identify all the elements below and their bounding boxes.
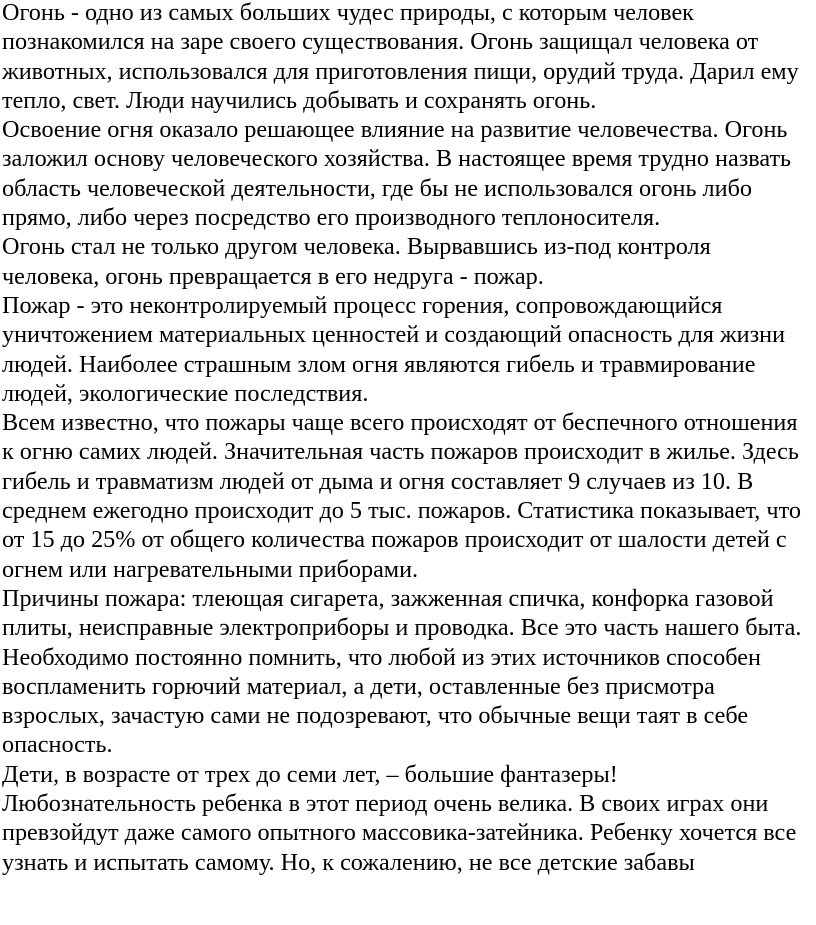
text-line: людей, экологические последствия. [2, 379, 369, 407]
text-line: Любознательность ребенка в этот период очень велика. В своих играх они [2, 790, 769, 818]
text-line: уничтожением материальных ценностей и создающий опасность для жизни [2, 321, 786, 349]
text-line: познакомился на заре своего существования. Огонь защищал человека от [2, 28, 759, 56]
text-line: превзойдут даже самого опытного массовика-затейника. Ребенку хочется все [2, 819, 797, 847]
text-line: тепло, свет. Люди научились добывать и сохранять огонь. [2, 86, 597, 114]
text-line: Огонь - одно из самых больших чудес природы, с которым человек [2, 0, 694, 26]
text-line: плиты, неисправные электроприборы и проводка. Все это часть нашего быта. [2, 614, 802, 642]
text-line: прямо, либо через посредство его производного теплоносителя. [2, 204, 661, 232]
text-line: к огню самих людей. Значительная часть пожаров происходит в жилье. Здесь [2, 438, 799, 466]
text-line: область человеческой деятельности, где бы не использовался огонь либо [2, 174, 752, 202]
text-line: Дети, в возрасте от трех до семи лет, – большие фантазеры! [2, 760, 618, 788]
text-line: Пожар - это неконтролируемый процесс горения, сопровождающийся [2, 291, 723, 319]
text-line: Огонь стал не только другом человека. Вырвавшись из-под контроля [2, 233, 711, 261]
text-line: Освоение огня оказало решающее влияние на развитие человечества. Огонь [2, 116, 788, 144]
text-line: от 15 до 25% от общего количества пожаров происходит от шалости детей с [2, 526, 787, 554]
text-line: человека, огонь превращается в его недруга - пожар. [2, 262, 544, 290]
text-line: огнем или нагревательными приборами. [2, 555, 419, 583]
text-line: взрослых, зачастую сами не подозревают, что обычные вещи таят в себе [2, 702, 749, 730]
text-line: заложил основу человеческого хозяйства. В настоящее время трудно назвать [2, 145, 792, 173]
text-line: людей. Наиболее страшным злом огня являются гибель и травмирование [2, 350, 756, 378]
text-line: среднем ежегодно происходит до 5 тыс. пожаров. Статистика показывает, что [2, 497, 801, 525]
text-line: опасность. [2, 731, 113, 759]
text-line: Необходимо постоянно помнить, что любой из этих источников способен [2, 643, 761, 671]
text-line: воспламенить горючий материал, а дети, оставленные без присмотра [2, 672, 715, 700]
text-line: гибель и травматизм людей от дыма и огня составляет 9 случаев из 10. В [2, 467, 754, 495]
text-line: Всем известно, что пожары чаще всего происходят от беспечного отношения [2, 409, 798, 437]
text-line: Причины пожара: тлеющая сигарета, зажженная спичка, конфорка газовой [2, 584, 774, 612]
text-line: узнать и испытать самому. Но, к сожалению, не все детские забавы [2, 848, 695, 876]
text-line: животных, использовался для приготовления пищи, орудий труда. Дарил ему [2, 57, 799, 85]
